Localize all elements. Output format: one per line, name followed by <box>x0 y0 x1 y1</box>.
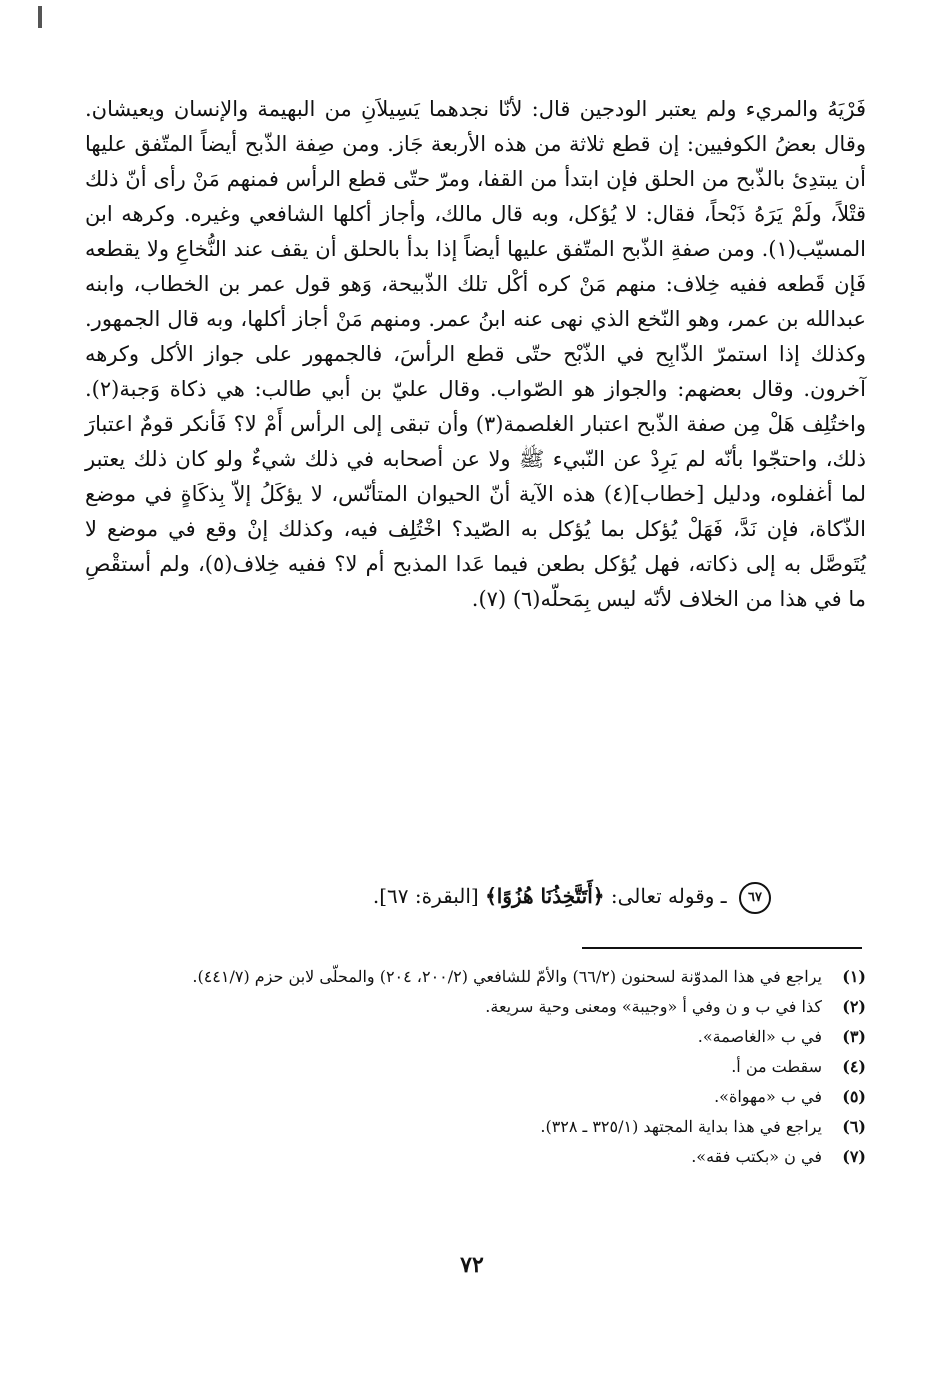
footnote-number: (٧) <box>842 1147 866 1166</box>
footnote-number: (٣) <box>842 1027 866 1046</box>
footnote-text: يراجع في هذا المدوّنة لسحنون (٦٦/٢) والأمّ للشافعي (٢٠٠/٢، ٢٠٤) والمحلّى لابن حزم (٤٤١/٧). <box>192 967 822 986</box>
footnote-text: كذا في ب و ن وفي أ «وجيبة» ومعنى وحية سريعة. <box>485 997 822 1016</box>
footnote-number: (٦) <box>842 1117 866 1136</box>
footnote-text: في ب «الغاصمة». <box>697 1027 822 1046</box>
footnote-item <box>85 962 866 992</box>
footnote-item <box>85 1112 866 1142</box>
footnote-text: سقطت من أ. <box>731 1057 822 1076</box>
footnote-number: (٥) <box>842 1087 866 1106</box>
footnote-text: في ن «بكتب فقه». <box>691 1147 822 1166</box>
footnote-item <box>85 1022 866 1052</box>
verse-reference: [البقرة: ٦٧]. <box>372 884 479 908</box>
footnote-text: يراجع في هذا بداية المجتهد (٣٢٥/١ ـ ٣٢٨). <box>540 1117 822 1136</box>
footnote-number: (٤) <box>842 1057 866 1076</box>
footnote-text: في ب «مهواة». <box>714 1087 822 1106</box>
footnote-item <box>85 1082 866 1112</box>
footnote-item <box>85 992 866 1022</box>
footnotes-list <box>85 962 866 1172</box>
quran-quote: ﴿أَتَتَّخِذُنَا هُزُوًا﴾ <box>485 884 605 908</box>
main-text-block <box>85 92 866 617</box>
footnote-separator <box>582 947 862 949</box>
scan-mark <box>38 6 42 28</box>
verse-number-badge: ٦٧ <box>739 882 771 914</box>
footnote-number: (١) <box>842 967 866 986</box>
body-paragraph: فَرْيَهُ والمريء ولم يعتبر الودجين قال: لأنّا نجدهما يَسِيلاَنِ من البهيمة والإنسان ويعيشان. وقال بعضُ الكوفيين: إن قطع ثلاثة من هذه الأربعة جَاز. ومن صِفة الذّبح أيضاً المتّفق عليها أن يبتدِئ بالذّبح من الحلق فإن ابتدأ من القفا، ومرّ حتّى قطع الرأس فمنهم مَنْ رأى أنّ ذلك قتْلاً، ولَمْ يَرَهُ ذَبْحاً، فقال: لا يُؤكل، وبه قال مالك، وأجاز أكلها الشافعي وغيره. وكرهه ابن المسيّب(١). ومن صفةِ الذّبح المتّفق عليها أيضاً إذا بدأ بالحلق أن يقف عند النُّخاعِ ولا يقطعه فَإن قَطعه ففيه خِلاف: منهم مَنْ كره أكْل تلك الذّبيحة، وَهو قول عمر بن الخطاب، وابنه عبدالله بن عمر، وهو النّخع الذي نهى عنه ابنُ عمر. ومنهم مَنْ أجاز أكلها، وبه قال الجمهور. وكذلك إذا استمرّ الذّابِح في الذّبْح حتّى قطع الرأسَ، فالجمهور على جواز الأكل وكرهه آخرون. وقال بعضهم: والجواز هو الصّواب. وقال عليّ بن أبي طالب: هي ذكاة وَجبة(٢). واختُلِف هَلْ مِن صفة الذّبح اعتبار الغلصمة(٣) وأن تبقى إلى الرأس أَمْ لا؟ فَأنكر قومٌ اعتبارَ ذلك، واحتجّوا بأنّه لم يَرِدْ عن النّبيء ﷺ ولا عن أصحابه في ذلك شيءٌ ولو كان ذلك يعتبر لما أغفلوه، ودليل [خطاب](٤) هذه الآية أنّ الحيوان المتأنّس، لا يؤكَلُ إلاّ بِذكَاةٍ في موضع الذّكاة، فإن نَدَّ، فَهَلْ يُؤكل بما يُؤكل به الصّيد؟ اخْتُلِف فيه، وكذلك إنْ وقع في موضع لا يُتَوصَّل به إلى ذكاته، فهل يُؤكل بطعن فيما عَدا المذبح أم لا؟ ففيه خِلاف(٥)، ولم أستقْصِ ما في هذا من الخلاف لأنّه ليس بِمَحلّه(٦) (٧). <box>85 97 866 611</box>
page-number: ٧٢ <box>460 1252 484 1278</box>
verse-intro: ـ وقوله تعالى: <box>610 884 727 908</box>
footnote-number: (٢) <box>842 997 866 1016</box>
footnote-item <box>85 1142 866 1172</box>
verse-line <box>85 876 771 916</box>
footnote-item <box>85 1052 866 1082</box>
